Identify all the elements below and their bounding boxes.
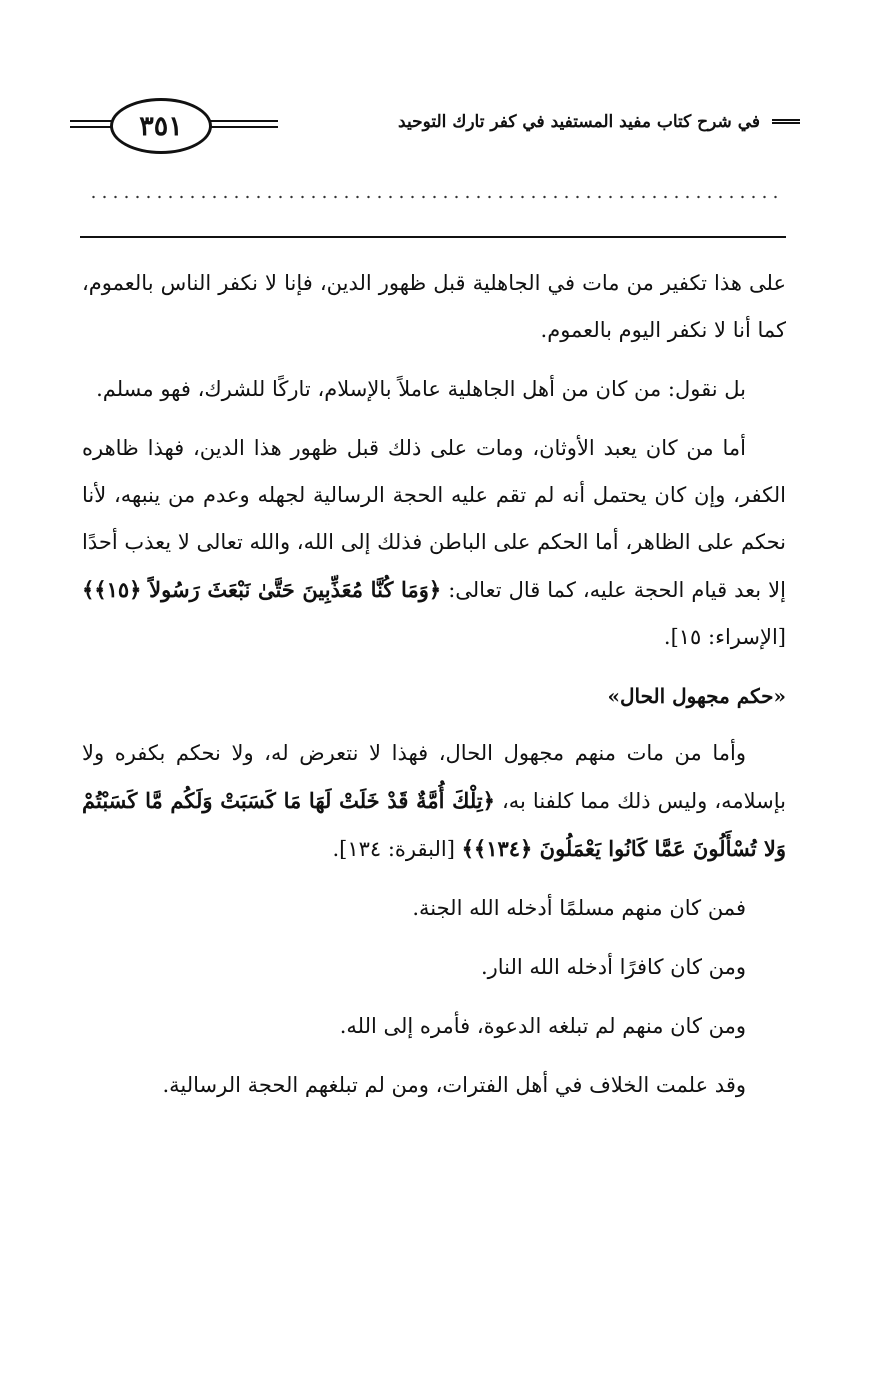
paragraph-2: بل نقول: من كان من أهل الجاهلية عاملاً بالإسلام، تاركًا للشرك، فهو مسلم.	[96, 377, 746, 401]
oval-left-rule	[70, 120, 112, 122]
page-number: ٣٥١	[110, 98, 212, 154]
paragraph-4-text: وأما من مات منهم مجهول الحال، فهذا لا نتعرض له، ولا نحكم بكفره ولا بإسلامه، وليس ذلك مما كلفنا به،	[82, 741, 787, 813]
header-rule	[80, 236, 786, 238]
verse-reference-isra: [الإسراء: ١٥].	[663, 625, 786, 649]
verse-reference-baqara: [البقرة: ١٣٤].	[332, 837, 455, 861]
paragraph-6: ومن كان كافرًا أدخله الله النار.	[480, 955, 746, 979]
oval-right-rule-2	[206, 126, 278, 128]
page-header	[70, 90, 800, 170]
paragraph-4	[82, 730, 786, 873]
running-title: في شرح كتاب مفيد المستفيد في كفر تارك التوحيد	[398, 112, 760, 132]
page-body	[82, 260, 786, 1121]
dotted-separator	[88, 190, 780, 204]
paragraph-3-text: أما من كان يعبد الأوثان، ومات على ذلك قبل ظهور هذا الدين، فهذا ظاهره الكفر، وإن كان يحتمل أنه لم تقم عليه الحجة الرسالية لجهله وعدم من ينبهه، لأنا نحكم على الظاهر، أما الحكم على الباطن فذلك إلى الله، والله تعالى لا يعذب أحدًا إلا بعد قيام الحجة عليه، كما قال تعالى:	[82, 436, 786, 602]
title-rule	[772, 119, 800, 124]
paragraph-3	[82, 425, 786, 661]
paragraph-1: على هذا تكفير من مات في الجاهلية قبل ظهور الدين، فإنا لا نكفر الناس بالعموم، كما أنا لا نكفر اليوم بالعموم.	[82, 271, 786, 342]
paragraph-8: وقد علمت الخلاف في أهل الفترات، ومن لم تبلغهم الحجة الرسالية.	[162, 1073, 746, 1097]
paragraph-7: ومن كان منهم لم تبلغه الدعوة، فأمره إلى الله.	[339, 1014, 746, 1038]
oval-left-rule-2	[70, 126, 112, 128]
section-heading: «حكم مجهول الحال»	[607, 684, 786, 708]
quran-verse-isra: ﴿وَمَا كُنَّا مُعَذِّبِينَ حَتَّىٰ نَبْعَثَ رَسُولاً ﴿١٥﴾﴾	[82, 577, 442, 602]
oval-right-rule	[206, 120, 278, 122]
quran-verse-baqara: ﴿تِلْكَ أُمَّةٌ قَدْ خَلَتْ لَهَا مَا كَسَبَتْ وَلَكُم مَّا كَسَبْتُمْ وَلا تُسْأَلُونَ عَمَّا كَانُوا يَعْمَلُونَ ﴿١٣٤﴾﴾	[82, 788, 786, 861]
paragraph-5: فمن كان منهم مسلمًا أدخله الله الجنة.	[412, 896, 746, 920]
